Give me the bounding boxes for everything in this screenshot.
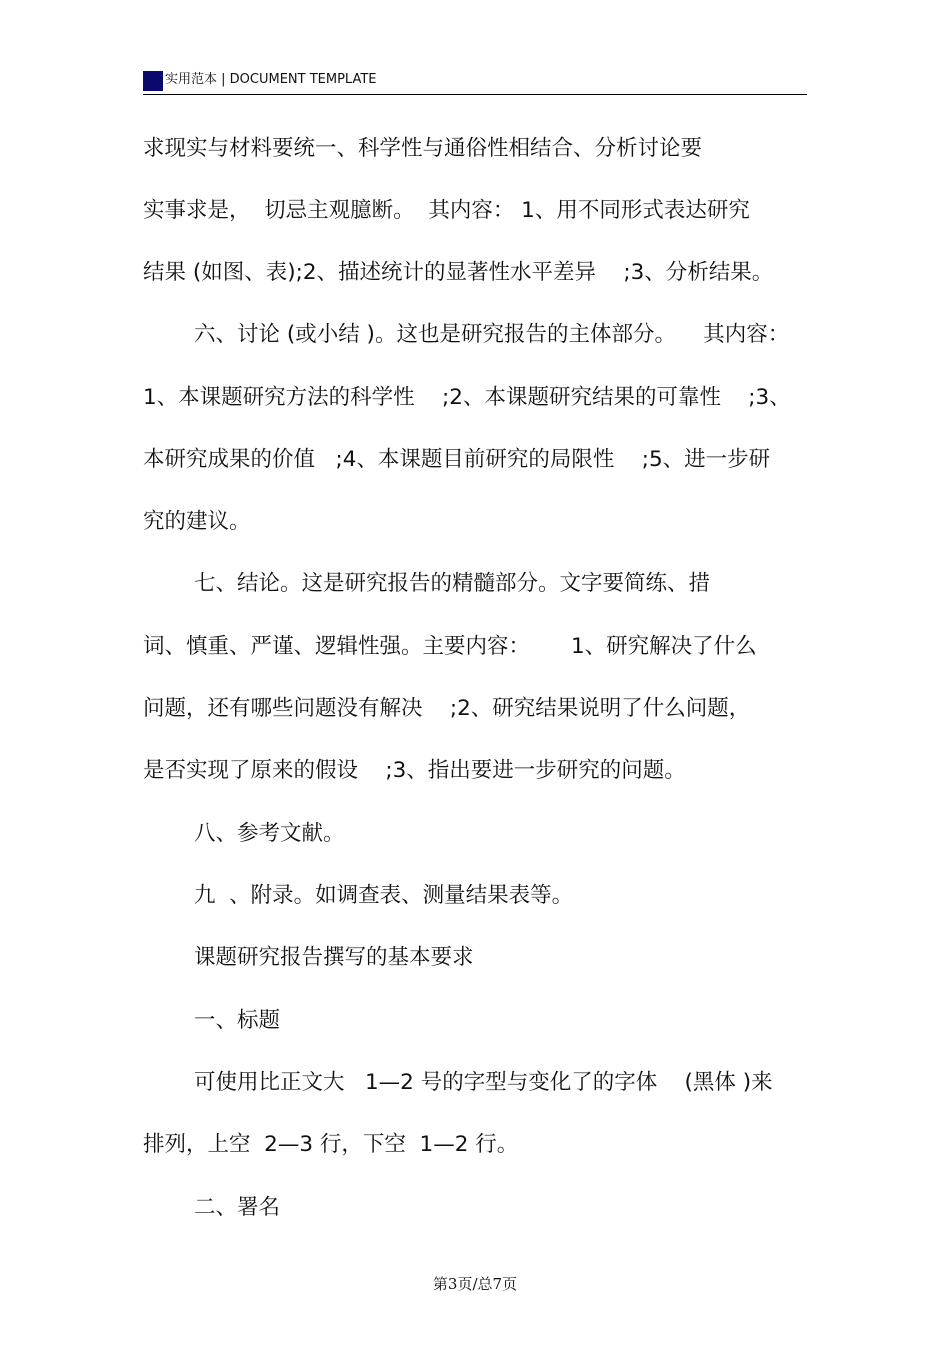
body-line: 本研究成果的价值 ;4、本课题目前研究的局限性 ;5、进一步研 [143, 447, 771, 472]
section-heading-discussion: 六、讨论 (或小结 )。这也是研究报告的主体部分。 其内容： [194, 322, 790, 347]
section-heading-title: 一、标题 [194, 1008, 281, 1033]
body-line: 词、慎重、严谨、逻辑性强。主要内容： 1、研究解决了什么 [143, 634, 757, 659]
body-line: 1、本课题研究方法的科学性 ;2、本课题研究结果的可靠性 ;3、 [143, 385, 791, 410]
body-line: 可使用比正文大 1—2 号的字型与变化了的字体 (黑体 )来 [194, 1070, 773, 1095]
body-line: 是否实现了原来的假设 ;3、指出要进一步研究的问题。 [143, 758, 686, 783]
section-heading-requirements: 课题研究报告撰写的基本要求 [194, 945, 474, 970]
section-heading-references: 八、参考文献。 [194, 821, 345, 846]
page-header [143, 68, 807, 95]
header-title: 实用范本 | DOCUMENT TEMPLATE [165, 72, 377, 87]
body-line: 排列，上空 2—3 行，下空 1—2 行。 [143, 1132, 519, 1157]
body-line: 求现实与材料要统一、科学性与通俗性相结合、分析讨论要 [143, 136, 703, 161]
page-number: 第3页/总7页 [432, 1275, 518, 1293]
section-heading-appendix: 九 、附录。如调查表、测量结果表等。 [194, 883, 574, 908]
body-line: 究的建议。 [143, 509, 251, 534]
section-heading-conclusion: 七、结论。这是研究报告的精髓部分。文字要简练、措 [194, 571, 711, 596]
body-line: 实事求是， 切忌主观臆断。 其内容： 1、用不同形式表达研究 [143, 198, 750, 223]
body-line: 问题，还有哪些问题没有解决 ;2、研究结果说明了什么问题， [143, 696, 751, 721]
section-heading-signature: 二、署名 [194, 1195, 281, 1220]
header-logo-square [143, 71, 163, 91]
body-line: 结果 (如图、表);2、描述统计的显著性水平差异 ;3、分析结果。 [143, 260, 774, 285]
